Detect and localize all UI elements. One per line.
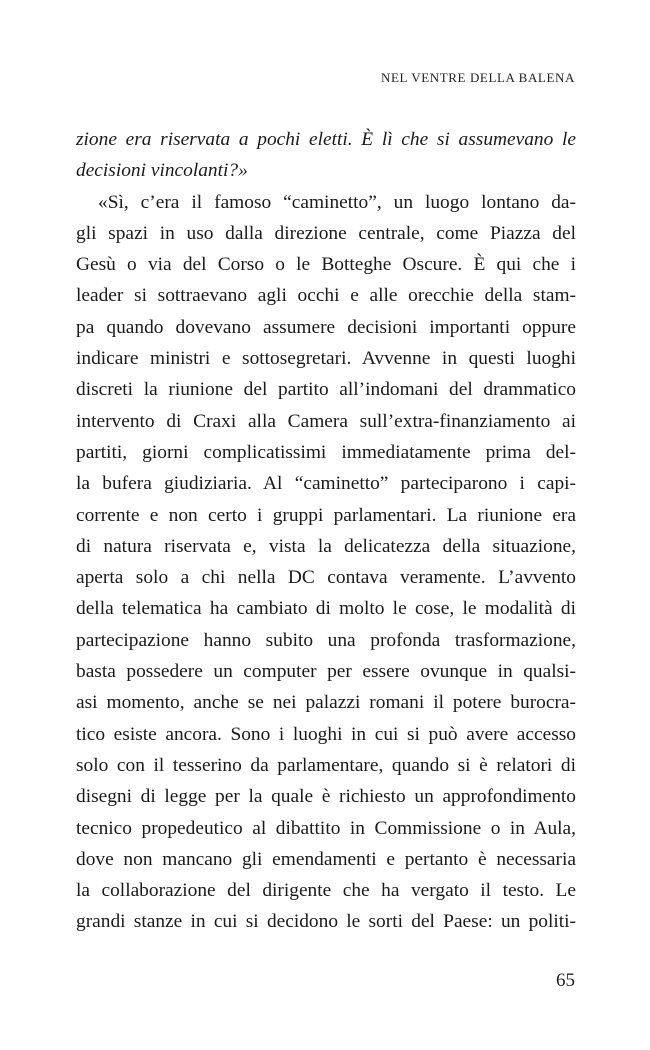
text-line: partiti, giorni complicatissimi immediatamente prima del-	[76, 441, 576, 463]
text-line: partecipazione hanno subito una profonda trasformazione,	[76, 629, 576, 651]
text-line: «Sì, c’era il famoso “caminetto”, un luogo lontano da-	[98, 191, 576, 213]
text-line: leader si sottraevano agli occhi e alle orecchie della stam-	[76, 285, 576, 307]
text-line: la collaborazione del dirigente che ha vergato il testo. Le	[76, 880, 576, 902]
text-line: corrente e non certo i gruppi parlamentari. La riunione era	[76, 504, 576, 526]
text-line: indicare ministri e sottosegretari. Avvenne in questi luoghi	[76, 348, 576, 370]
text-line: pa quando dovevano assumere decisioni importanti oppure	[76, 316, 576, 338]
text-line: discreti la riunione del partito all’indomani del drammatico	[76, 379, 576, 401]
running-head: NEL VENTRE DELLA BALENA	[381, 70, 575, 85]
text-line: disegni di legge per la quale è richiesto un approfondimento	[76, 786, 576, 808]
text-line: di natura riservata e, vista la delicatezza della situazione,	[76, 535, 576, 557]
text-line: zione era riservata a pochi eletti. È lì che si assumevano le	[76, 129, 576, 150]
text-line: dove non mancano gli emendamenti e pertanto è necessaria	[76, 848, 576, 870]
text-line: tico esiste ancora. Sono i luoghi in cui si può avere accesso	[76, 723, 576, 745]
text-line: decisioni vincolanti?»	[76, 160, 248, 182]
body-text	[76, 124, 576, 938]
text-line: basta possedere un computer per essere ovunque in qualsi-	[76, 661, 576, 683]
text-line: la bufera giudiziaria. Al “caminetto” parteciparono i capi-	[76, 473, 576, 495]
text-line: solo con il tesserino da parlamentare, quando si è relatori di	[76, 754, 576, 776]
text-line: aperta solo a chi nella DC contava veramente. L’avvento	[76, 567, 576, 589]
text-line: tecnico propedeutico al dibattito in Commissione o in Aula,	[76, 817, 576, 839]
text-line: asi momento, anche se nei palazzi romani il potere burocra-	[76, 692, 576, 714]
text-line: grandi stanze in cui si decidono le sorti del Paese: un politi-	[76, 911, 576, 933]
text-line: Gesù o via del Corso o le Botteghe Oscure. È qui che i	[76, 254, 576, 276]
page-number: 65	[556, 970, 575, 991]
text-line: gli spazi in uso dalla direzione centrale, come Piazza del	[76, 222, 576, 244]
text-line: della telematica ha cambiato di molto le cose, le modalità di	[76, 598, 576, 620]
text-line: intervento di Craxi alla Camera sull’extra-finanziamento ai	[76, 410, 576, 432]
